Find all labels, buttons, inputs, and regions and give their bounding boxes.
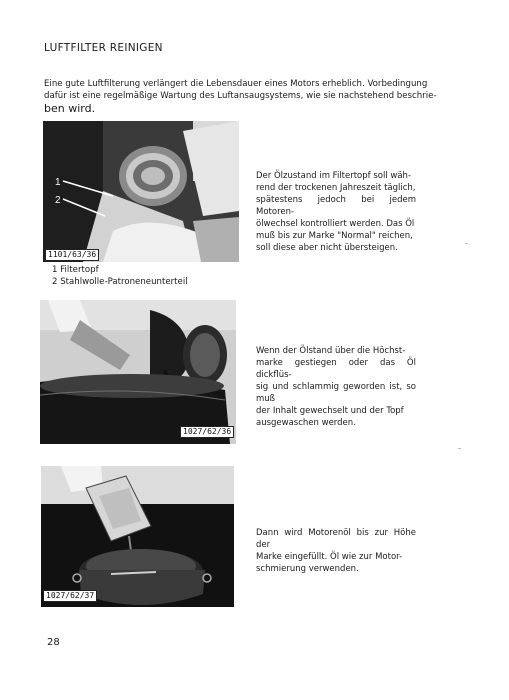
legend-item-2: 2 Stahlwolle-Patroneneunterteil xyxy=(52,276,188,287)
caption-line: rend der trockenen Jahreszeit täglich, xyxy=(256,183,416,193)
scan-speck xyxy=(465,243,468,244)
caption-line: soll diese aber nicht übersteigen. xyxy=(256,243,398,253)
caption-line: schmierung verwenden. xyxy=(256,564,359,574)
caption-line: Wenn der Ölstand über die Höchst- xyxy=(256,346,406,356)
oil-filling-photo xyxy=(41,466,234,607)
legend-item-1: 1 Filtertopf xyxy=(52,265,99,275)
caption-line: Marke eingefüllt. Öl wie zur Motor- xyxy=(256,552,403,562)
intro-paragraph xyxy=(44,79,484,116)
page-number: 28 xyxy=(47,637,60,648)
callout-1: 1 xyxy=(55,177,61,188)
caption-line: spätestens jedoch bei jedem Motoren- xyxy=(256,195,416,217)
caption-line: muß bis zur Marke "Normal" reichen, xyxy=(256,231,413,241)
caption-line: der Inhalt gewechselt und der Topf xyxy=(256,406,404,416)
scan-speck xyxy=(458,448,461,449)
intro-line-1: Eine gute Luftfilterung verlängert die Lebensdauer eines Motors erheblich. Vorbedingung xyxy=(44,79,428,89)
section-heading: LUFTFILTER REINIGEN xyxy=(44,42,163,54)
intro-line-2: dafür ist eine regelmäßige Wartung des Luftansaugsystems, wie sie nachstehend beschrie- xyxy=(44,90,437,101)
callout-2: 2 xyxy=(55,195,61,206)
oil-filling-illustration xyxy=(41,466,234,607)
oil-draining-illustration xyxy=(40,300,236,444)
caption-line: Der Ölzustand im Filtertopf soll wäh- xyxy=(256,171,412,181)
caption-line: marke gestiegen oder das Öl dickflüs- xyxy=(256,358,416,380)
air-filter-pot-photo xyxy=(43,121,239,262)
figure-3-caption xyxy=(256,527,416,575)
caption-line: ausgewaschen werden. xyxy=(256,418,356,428)
figure-3-label: 1027/62/37 xyxy=(43,590,97,602)
caption-line: Dann wird Motorenöl bis zur Höhe der xyxy=(256,528,416,550)
oil-draining-photo xyxy=(40,300,236,444)
air-filter-pot-illustration xyxy=(43,121,239,262)
figure-1-caption xyxy=(256,170,416,254)
figure-1-legend xyxy=(52,265,188,288)
figure-1-label: 1101/63/36 xyxy=(45,249,99,261)
caption-line: ölwechsel kontrolliert werden. Das Öl xyxy=(256,219,415,229)
intro-line-3: ben wird. xyxy=(44,102,96,116)
figure-2-label: 1027/62/36 xyxy=(180,426,234,438)
figure-2-caption xyxy=(256,345,416,429)
caption-line: sig und schlammig geworden ist, so muß xyxy=(256,382,416,404)
